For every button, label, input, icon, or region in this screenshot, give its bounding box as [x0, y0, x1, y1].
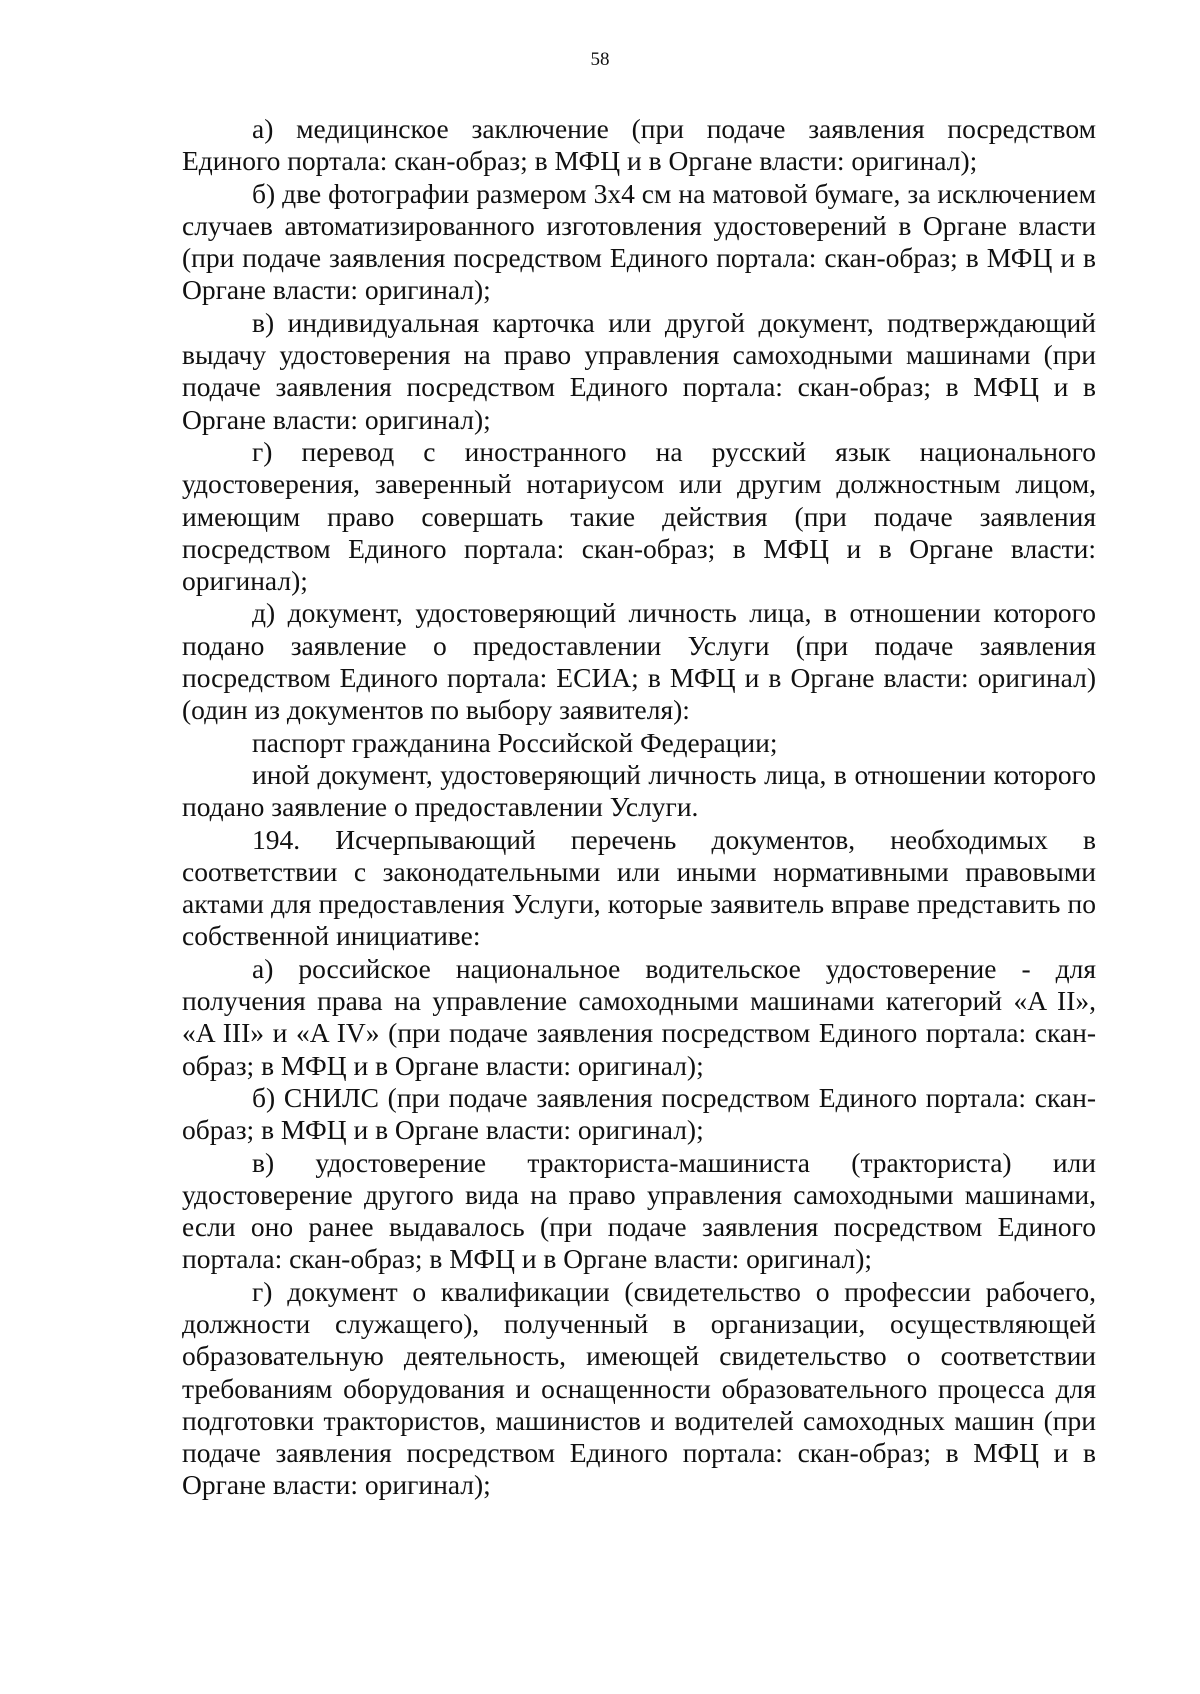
paragraph-individual-card: в) индивидуальная карточка или другой документ, подтверждающий выдачу удостоверения на право управления самоходными машинами (при подаче заявления посредством Единого портала: скан-образ; в МФЦ и в Органе власти: оригинал); [182, 306, 1096, 435]
paragraph-other-identity-document: иной документ, удостоверяющий личность лица, в отношении которого подано заявление о предоставлении Услуги. [182, 758, 1096, 823]
paragraph-snils: б) СНИЛС (при подаче заявления посредством Единого портала: скан-образ; в МФЦ и в Органе власти: оригинал); [182, 1081, 1096, 1146]
paragraph-medical-certificate: а) медицинское заключение (при подаче заявления посредством Единого портала: скан-образ; в МФЦ и в Органе власти: оригинал); [182, 113, 1096, 177]
paragraph-passport: паспорт гражданина Российской Федерации; [252, 726, 778, 758]
document-body [182, 113, 1096, 1502]
page-number: 58 [590, 49, 610, 70]
paragraph-qualification-document: г) документ о квалификации (свидетельство о профессии рабочего, должности служащего), полученный в организации, осуществляющей образовательную деятельность, имеющей свидетельство о соответствии требованиям оборудования и оснащенности образовательного процесса для подготовки трактористов, машинистов и водителей самоходных машин (при подаче заявления посредством Единого портала: скан-образ; в МФЦ и в Органе власти: оригинал); [182, 1275, 1096, 1501]
paragraph-driver-license: а) российское национальное водительское удостоверение - для получения права на управление самоходными машинами категорий «A II», «A III» и «A IV» (при подаче заявления посредством Единого портала: скан-образ; в МФЦ и в Органе власти: оригинал); [182, 952, 1096, 1081]
paragraph-identity-document: д) документ, удостоверяющий личность лица, в отношении которого подано заявление о предоставлении Услуги (при подаче заявления посредством Единого портала: ЕСИА; в МФЦ и в Органе власти: оригинал) (один из документов по выбору заявителя): [182, 597, 1096, 726]
paragraph-tractor-driver-license: в) удостоверение тракториста-машиниста (тракториста) или удостоверение другого вида на право управления самоходными машинами, если оно ранее выдавалось (при подаче заявления посредством Единого портала: скан-образ; в МФЦ и в Органе власти: оригинал); [182, 1146, 1096, 1275]
paragraph-translation: г) перевод с иностранного на русский язык национального удостоверения, заверенный нотариусом или другим должностным лицом, имеющим право совершать такие действия (при подаче заявления посредством Единого портала: скан-образ; в МФЦ и в Органе власти: оригинал); [182, 435, 1096, 597]
paragraph-photographs: б) две фотографии размером 3х4 см на матовой бумаге, за исключением случаев автоматизированного изготовления удостоверений в Органе власти (при подаче заявления посредством Единого портала: скан-образ; в МФЦ и в Органе власти: оригинал); [182, 177, 1096, 306]
paragraph-194-exhaustive-list: 194. Исчерпывающий перечень документов, необходимых в соответствии с законодательными или иными нормативными правовыми актами для предоставления Услуги, которые заявитель вправе представить по собственной инициативе: [182, 823, 1096, 952]
